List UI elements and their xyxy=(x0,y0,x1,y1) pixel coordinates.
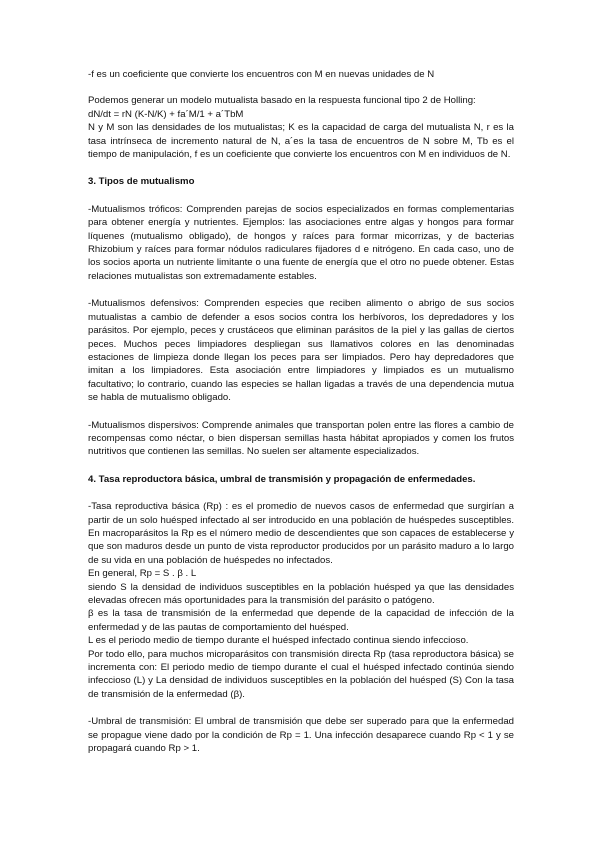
section-3-title: 3. Tipos de mutualismo xyxy=(88,176,195,188)
microparasites-paragraph: Por todo ello, para muchos microparásitos con transmisión directa Rp (tasa reproductora básica) se incrementa con: El periodo medio de tiempo durante el cual el huésped infectado continúa siendo infeccioso (L) y La densidad de individuos susceptibles en la población del huésped (S) Con la tasa de transmisión de la enfermedad (β). xyxy=(88,648,514,700)
holling-equation: dN/dt = rN (K-N/K) + fa´M/1 + a´TbM xyxy=(88,108,244,120)
s-definition: siendo S la densidad de individuos susceptibles en la población huésped ya que las densidades elevadas ofrecen más oportunidades para la transmisión del parásito o patógeno. xyxy=(88,581,514,606)
holling-intro: Podemos generar un modelo mutualista basado en la respuesta funcional tipo 2 de Holling: xyxy=(88,95,476,107)
paragraph-umbral: -Umbral de transmisión: El umbral de transmisión que debe ser superado para que la enfermedad se propague viene dado por la condición de Rp = 1. Una infección desaparece cuando Rp < 1 y se propagará cuando Rp > 1. xyxy=(88,716,514,755)
paragraph-rp-definition: -Tasa reproductiva básica (Rp) : es el promedio de nuevos casos de enfermedad que surgirían a partir de un solo huésped infectado al ser introducido en una población de huéspedes susceptibles. En macroparásitos la Rp es el número medio de descendientes que son capaces de establecerse y que son maduros desde un punto de vista reproductor producidos por un parásito maduro a lo largo de su vida en una población de huéspedes no infectados. xyxy=(88,501,514,566)
beta-definition: β es la tasa de transmisión de la enfermedad que depende de la capacidad de infección de la enfermedad y de las pautas de comportamiento del huésped. xyxy=(88,608,514,633)
section-4-title: 4. Tasa reproductora básica, umbral de transmisión y propagación de enfermedades. xyxy=(88,473,476,485)
l-definition: L es el periodo medio de tiempo durante el huésped infectado continua siendo infeccioso. xyxy=(88,635,469,647)
rp-formula: En general, Rp = S . β . L xyxy=(88,568,197,580)
paragraph-defensivos: -Mutualismos defensivos: Comprenden especies que reciben alimento o abrigo de sus socios mutualistas a cambio de defender a esos socios contra los herbívoros, los depredadores y los parásitos. Por ejemplo, peces y crustáceos que eliminan parásitos de la piel y las gallas de ciertos peces. Muchos peces limpiadores despliegan sus llamativos colores en las denominadas estaciones de limpieza donde llegan los peces para ser limpiados. Pero hay depredadores que imitan a los limpiadores. Esta asociación entre limpiadores y limpiados es un mutualismo facultativo; lo contrario, cuando las especies se hallan ligadas a través de una dependencia mutua se habla de mutualismo obligado. xyxy=(88,298,514,404)
paragraph-dispersivos: -Mutualismos dispersivos: Comprende animales que transportan polen entre las flores a cambio de recompensas como néctar, o bien dispersan semillas hasta hábitat apropiados y comen los frutos nutritivos que contienen las semillas. No suelen ser altamente especializados. xyxy=(88,419,514,458)
holling-description: N y M son las densidades de los mutualistas; K es la capacidad de carga del mutualista N, r es la tasa intrínseca de incremento natural de N, a´es la tasa de encuentros de N sobre M, Tb es el tiempo de manipulación, f es un coeficiente que convierte los encuentros con M en individuos de N. xyxy=(88,122,514,161)
line-f: -f es un coeficiente que convierte los encuentros con M en nuevas unidades de N xyxy=(88,69,435,80)
paragraph-troficos: -Mutualismos tróficos: Comprenden parejas de socios especializados en formas complementarias para obtener energía y nutrientes. Ejemplos: las asociaciones entre algas y hongos para formar líquenes (mutualismo obligado), de hongos y raíces para formar micorrizas, y de bacterias Rhizobium y raíces para formar nódulos radiculares fijadores d e nitrógeno. En cada caso, uno de los socios aporta un nutriente limitante o una fuente de energía que el otro no puede obtener. Estas relaciones mutualistas son extremadamente estables. xyxy=(88,203,514,282)
